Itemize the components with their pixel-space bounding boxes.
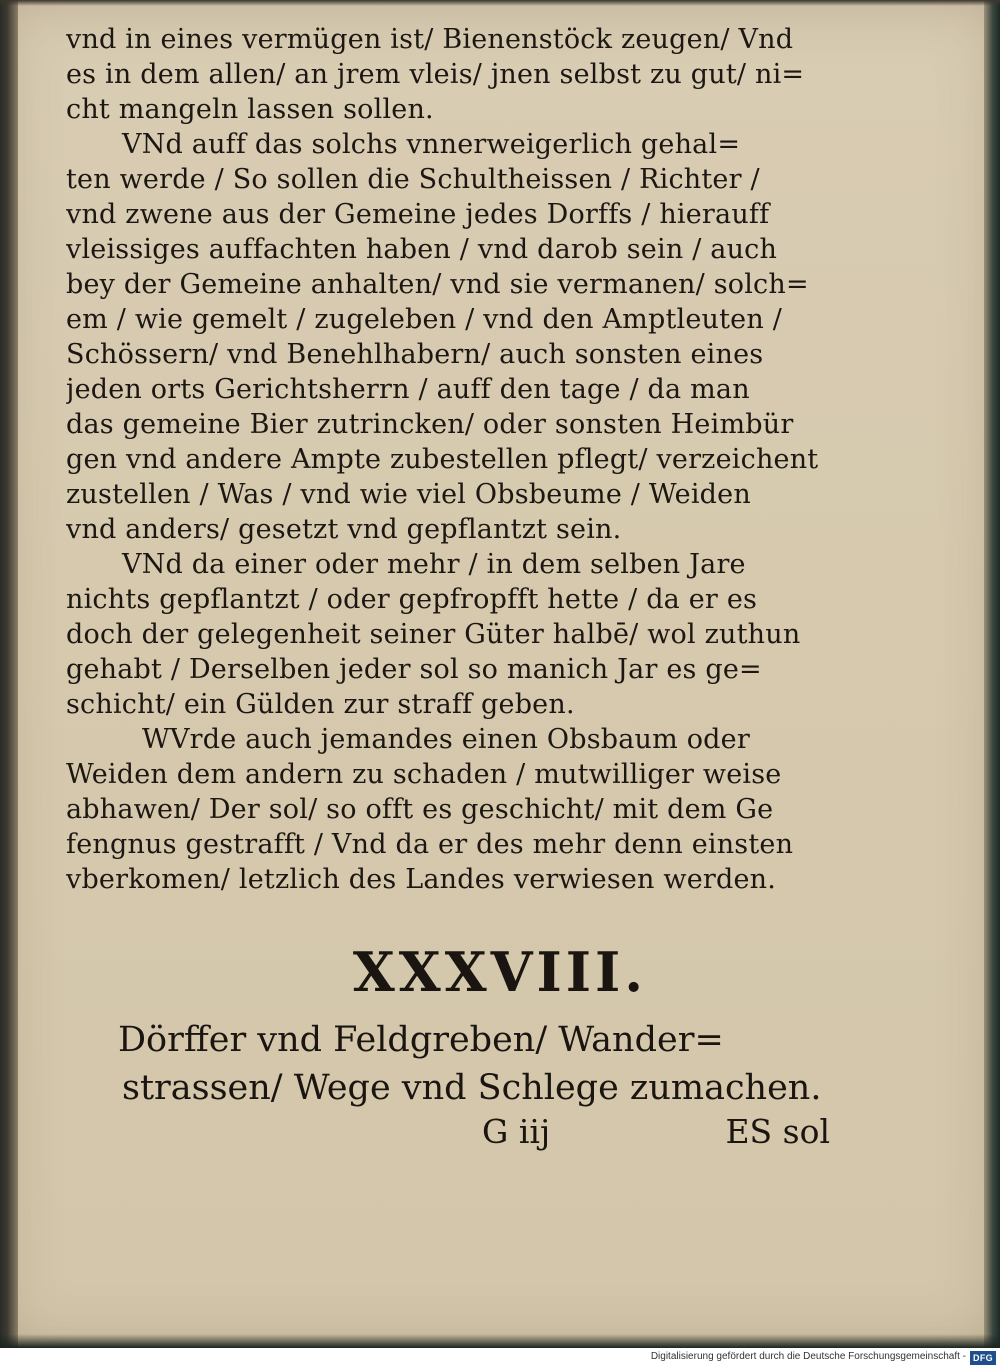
body-line: gehabt / Derselben jeder sol so manich Jar es ge= — [66, 654, 762, 685]
page-foot — [470, 1112, 830, 1156]
body-line: vnd anders/ gesetzt vnd gepflantzt sein. — [66, 514, 622, 545]
body-line: zustellen / Was / vnd wie viel Obsbeume / Weiden — [66, 479, 751, 510]
body-line: doch der gelegenheit seiner Güter halbē/ wol zuthun — [66, 619, 801, 650]
subheading-line: Dörffer vnd Feldgreben/ Wander= — [118, 1020, 724, 1060]
body-line: es in dem allen/ an jrem vleis/ jnen selbst zu gut/ ni= — [66, 59, 805, 90]
body-line: abhawen/ Der sol/ so offt es geschicht/ mit dem Ge — [66, 794, 774, 825]
page-edge-bottom — [0, 1334, 1000, 1348]
funding-credit: Digitalisierung gefördert durch die Deutsche Forschungsgemeinschaft - — [650, 1351, 966, 1362]
body-line: das gemeine Bier zutrincken/ oder sonsten Heimbür — [66, 409, 794, 440]
chapter-subheading — [118, 1016, 838, 1112]
signature-mark: G iij — [482, 1112, 551, 1151]
body-line: vnd zwene aus der Gemeine jedes Dorffs / hierauff — [66, 199, 770, 230]
dfg-logo: DFG — [970, 1351, 996, 1365]
page-edge-right — [984, 0, 1000, 1348]
paragraph-start-line: WVrde auch jemandes einen Obsbaum oder — [142, 724, 750, 755]
body-text — [66, 22, 842, 897]
digitization-footer — [0, 1348, 1000, 1370]
body-line: cht mangeln lassen sollen. — [66, 94, 434, 125]
paragraph-start-line: VNd da einer oder mehr / in dem selben Jare — [122, 549, 746, 580]
body-line: bey der Gemeine anhalten/ vnd sie vermanen/ solch= — [66, 269, 809, 300]
catchword: ES sol — [725, 1112, 830, 1151]
body-line: vberkomen/ letzlich des Landes verwiesen werden. — [66, 864, 777, 895]
paragraph-start-line: VNd auff das solchs vnnerweigerlich gehal= — [122, 129, 741, 160]
page-edge-top — [0, 0, 1000, 6]
page-edge-left — [0, 0, 18, 1348]
body-line: em / wie gemelt / zugeleben / vnd den Amptleuten / — [66, 304, 783, 335]
body-line: jeden orts Gerichtsherrn / auff den tage / da man — [66, 374, 750, 405]
body-line: gen vnd andere Ampte zubestellen pflegt/ verzeichent — [66, 444, 819, 475]
chapter-heading: XXXVIII. — [352, 940, 648, 1004]
body-line: Weiden dem andern zu schaden / mutwilliger weise — [66, 759, 782, 790]
body-line: schicht/ ein Gülden zur straff geben. — [66, 689, 575, 720]
body-line: Schössern/ vnd Benehlhabern/ auch sonsten eines — [66, 339, 764, 370]
subheading-line: strassen/ Wege vnd Schlege zumachen. — [122, 1068, 822, 1108]
body-line: fengnus gestrafft / Vnd da er des mehr denn einsten — [66, 829, 794, 860]
body-line: vleissiges auffachten haben / vnd darob sein / auch — [66, 234, 778, 265]
body-line: nichts gepflantzt / oder gepfropfft hette / da er es — [66, 584, 758, 615]
body-line: vnd in eines vermügen ist/ Bienenstöck zeugen/ Vnd — [66, 24, 794, 55]
body-line: ten werde / So sollen die Schultheissen / Richter / — [66, 164, 760, 195]
